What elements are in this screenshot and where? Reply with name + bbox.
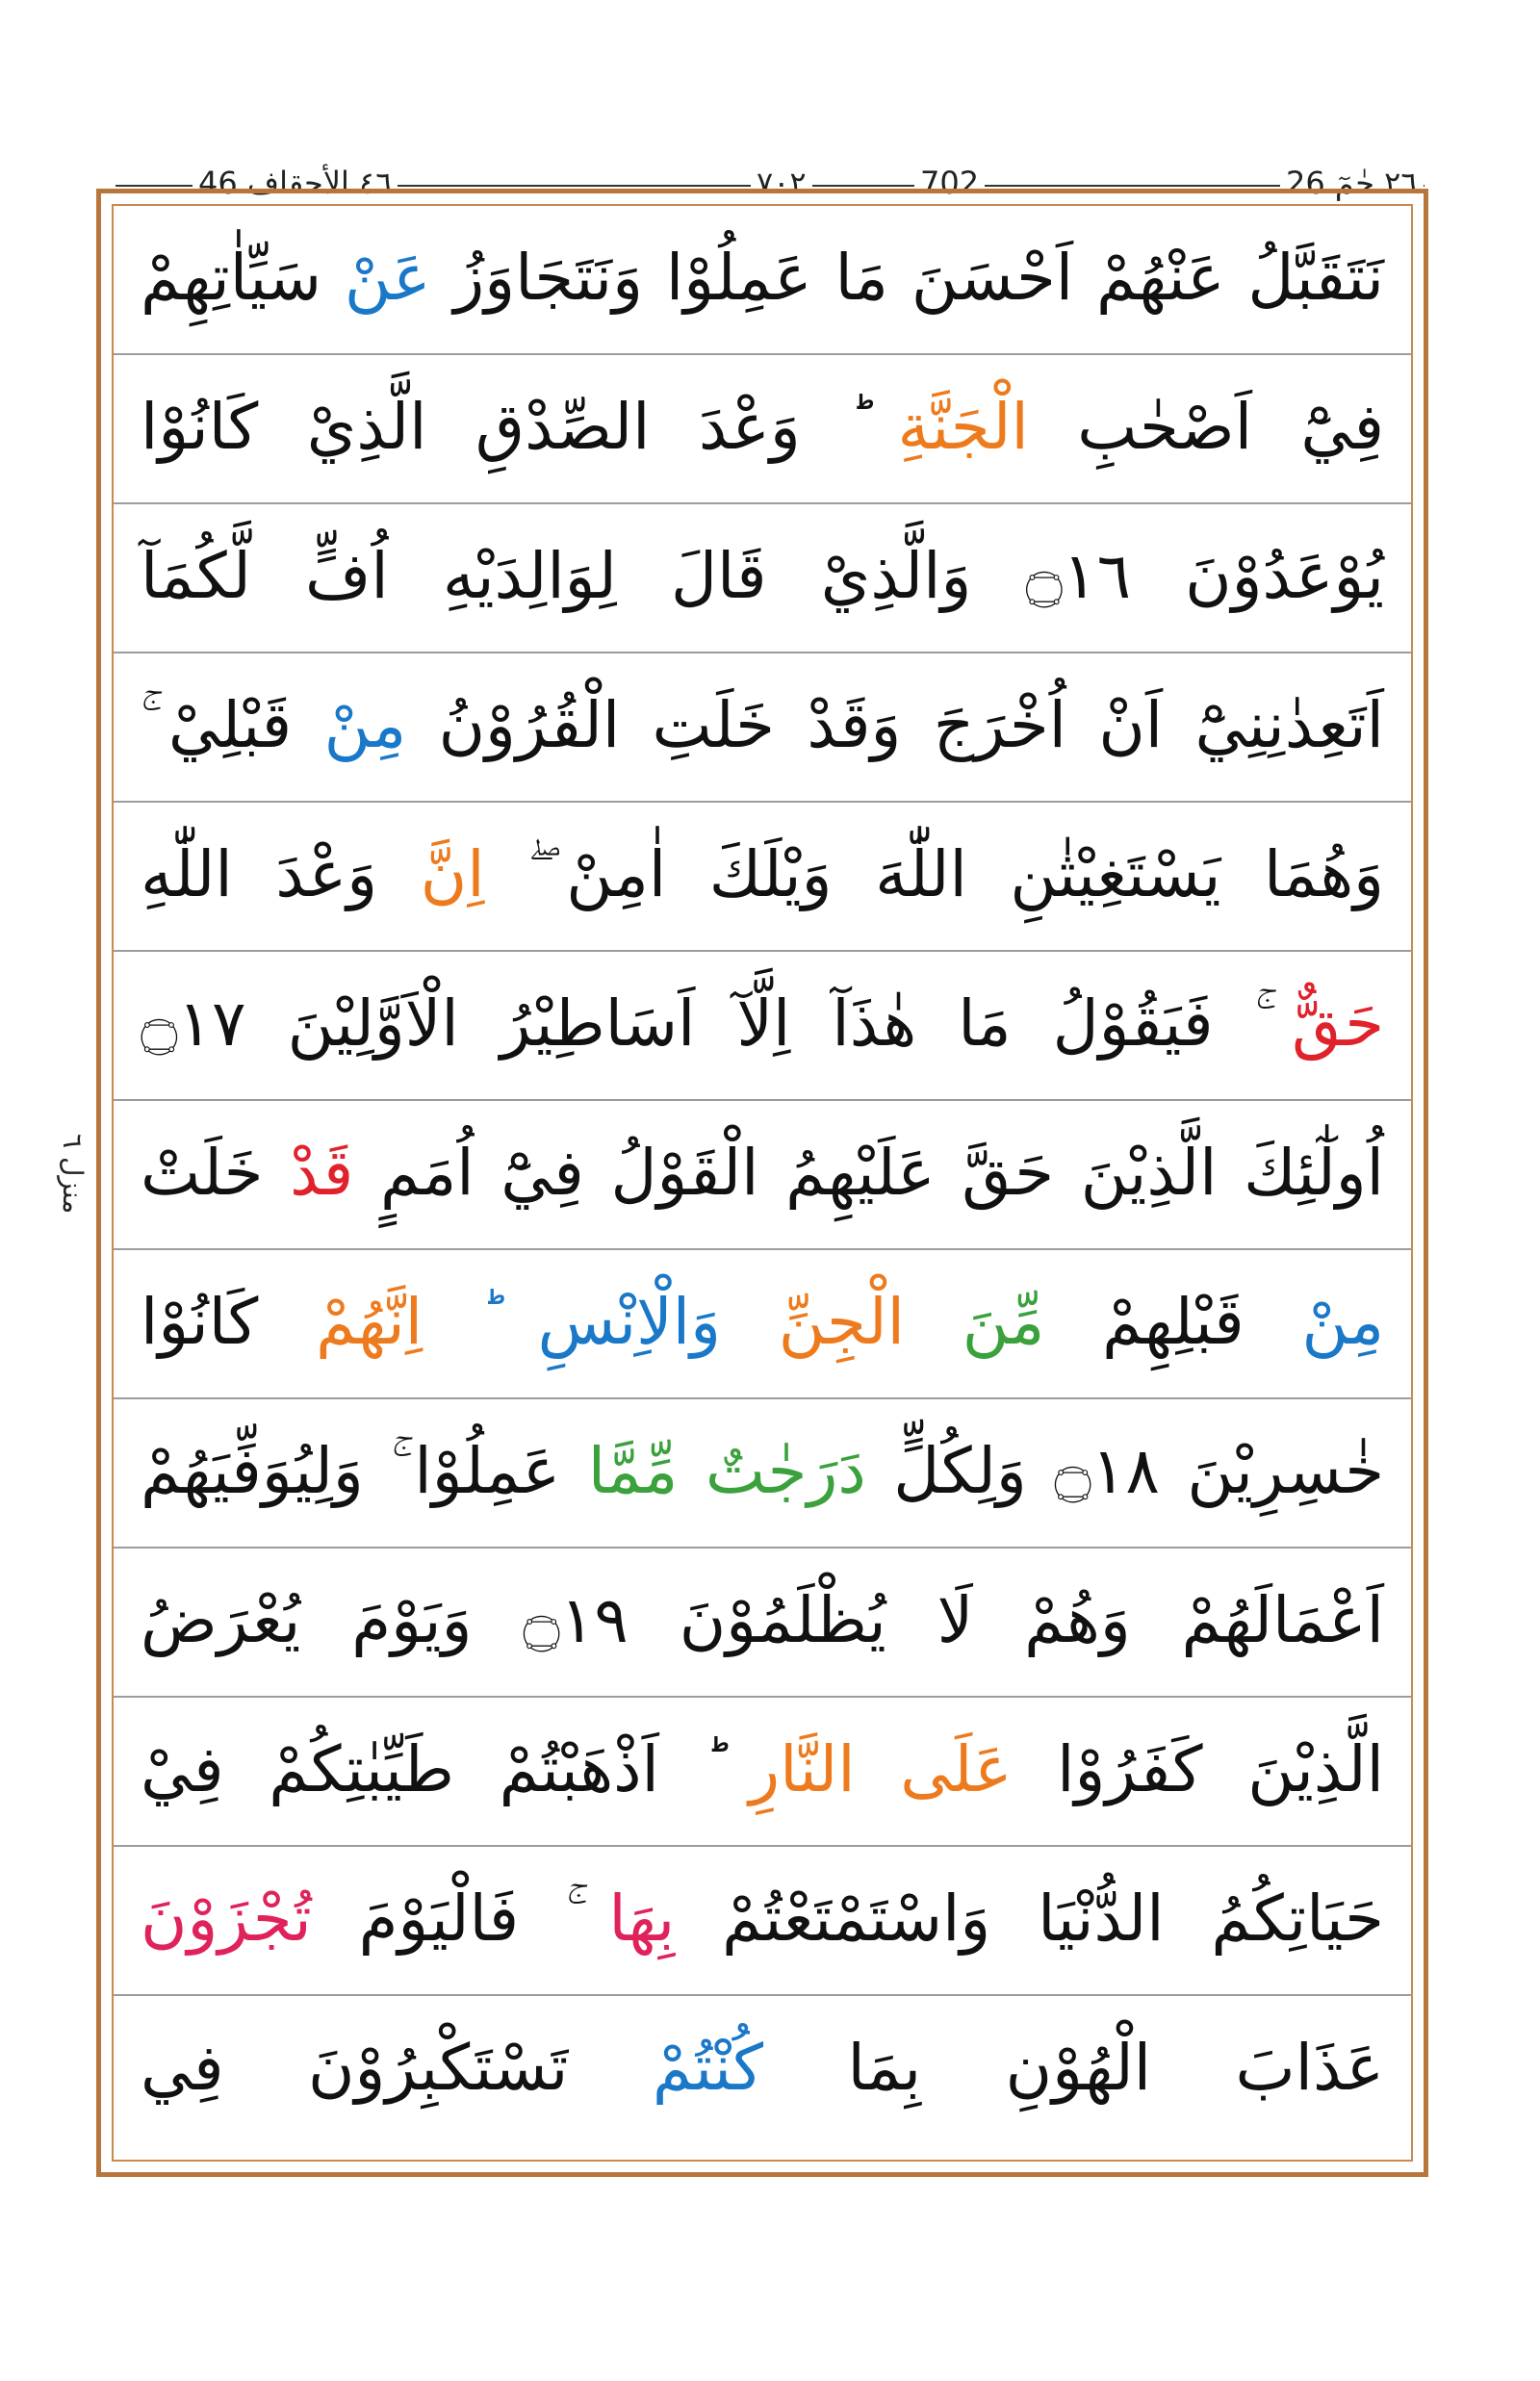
page-number: 702: [914, 164, 985, 202]
text-line: [114, 1399, 1411, 1549]
text-segment: تَسْتَكْبِرُوْنَ فِي: [141, 2031, 569, 2105]
text-segment: بِهَا: [608, 1882, 676, 1956]
text-segment: حَقٌّ: [1292, 986, 1384, 1061]
text-segment: نَتَقَبَّلُ عَنْهُمْ اَحْسَنَ مَا عَمِلُوْا وَنَتَجَاوَزُ: [453, 241, 1385, 315]
text-segment: اِنَّهُمْ: [316, 1285, 424, 1359]
text-segment: وَهُمَا يَسْتَغِيْثٰنِ اللّٰهَ وَيْلَكَ اٰمِنْ ۖ: [527, 837, 1384, 911]
text-line: [114, 803, 1411, 952]
text-segment: عَلَى النَّارِ: [749, 1732, 1013, 1806]
text-line: [114, 1549, 1411, 1698]
text-segment: قَبْلِهِمْ: [1102, 1285, 1245, 1359]
text-segment: ؕ اَذْهَبْتُمْ طَيِّبٰتِكُمْ فِيْ: [141, 1732, 705, 1806]
text-segment: سَيِّاٰتِهِمْ: [141, 241, 322, 315]
page-number-urdu: ٧٠٢: [751, 164, 812, 202]
text-segment: مِنْ: [1301, 1285, 1385, 1359]
text-segment: الْجَنَّةِ: [897, 390, 1029, 464]
text-segment: وَعْدَ اللّٰهِ: [141, 837, 378, 911]
text-segment: يُوْعَدُوْنَ ۝١٦ وَالَّذِيْ قَالَ لِوَالِدَيْهِ اُفٍّ لَّكُمَآ: [141, 539, 1384, 613]
text-segment: ۚ فَالْيَوْمَ: [358, 1882, 567, 1956]
text-segment: خَلَتِ الْقُرُوْنُ: [438, 688, 775, 762]
text-segment: قَدْ: [290, 1136, 354, 1210]
text-line: [114, 1101, 1411, 1250]
text-segment: كُنْتُمْ: [652, 2031, 763, 2105]
text-line: [114, 952, 1411, 1101]
text-segment: ؕ وَعْدَ: [698, 390, 850, 464]
text-line: [114, 653, 1411, 803]
text-segment: خٰسِرِيْنَ ۝١٨ وَلِكُلٍّ: [893, 1434, 1385, 1508]
text-line: [114, 1698, 1411, 1847]
text-segment: عَنْ: [344, 241, 431, 315]
text-segment: دَرَجٰتٌ: [705, 1434, 866, 1508]
text-segment: اِنَّ: [420, 837, 485, 911]
text-segment: مِنْ: [323, 688, 407, 762]
text-segment: تُجْزَوْنَ: [141, 1882, 312, 1956]
text-segment: عَمِلُوْا ۚ وَلِيُوَفِّيَهُمْ: [141, 1434, 561, 1508]
para-name-label: ٢٦ حٰمٓ 26: [1280, 164, 1424, 202]
text-segment: مِّنَ: [962, 1285, 1045, 1359]
text-segment: ۚ فَيَقُوْلُ مَا هٰذَآ اِلَّآ اَسَاطِيْرُ الْاَوَّلِيْنَ ۝١٧: [141, 986, 1255, 1061]
text-segment: وَالْاِنْسِ ؕ: [479, 1285, 721, 1359]
text-lines: [114, 206, 1411, 2145]
text-line: [114, 504, 1411, 653]
text-line: [114, 355, 1411, 504]
manzil-marker: منزل ٦: [57, 1134, 89, 1215]
text-segment: عَذَابَ الْهُوْنِ بِمَا: [847, 2031, 1384, 2105]
text-segment: الَّذِيْ كَانُوْا: [141, 390, 427, 464]
text-segment: اَعْمَالَهُمْ وَهُمْ لَا يُظْلَمُوْنَ ۝١٩ وَيَوْمَ يُعْرَضُ: [141, 1583, 1384, 1657]
text-segment: اُولٰٓئِكَ الَّذِيْنَ حَقَّ عَلَيْهِمُ الْقَوْلُ فِيْٓ اُمَمٍ: [380, 1136, 1384, 1210]
text-segment: الصِّدْقِ: [475, 390, 651, 464]
text-line: [114, 206, 1411, 355]
text-segment: اَتَعِدٰنِنِيْٓ اَنْ اُخْرَجَ وَقَدْ: [807, 688, 1384, 762]
text-line: [114, 1996, 1411, 2145]
text-segment: مِّمَّا: [587, 1434, 679, 1508]
text-segment: الْجِنِّ: [778, 1285, 905, 1359]
text-line: [114, 1847, 1411, 1996]
text-segment: قَبْلِيْ ۚ: [141, 688, 293, 762]
text-segment: خَلَتْ: [141, 1136, 264, 1210]
surah-name-label: ٤٦ الأحقاف 46: [192, 164, 398, 202]
text-segment: فِيْٓ اَصْحٰبِ: [1077, 390, 1384, 464]
text-segment: كَانُوْا: [141, 1285, 259, 1359]
text-line: [114, 1250, 1411, 1399]
text-segment: الَّذِيْنَ كَفَرُوْا: [1057, 1732, 1384, 1806]
text-segment: حَيَاتِكُمُ الدُّنْيَا وَاسْتَمْتَعْتُمْ: [722, 1882, 1384, 1956]
